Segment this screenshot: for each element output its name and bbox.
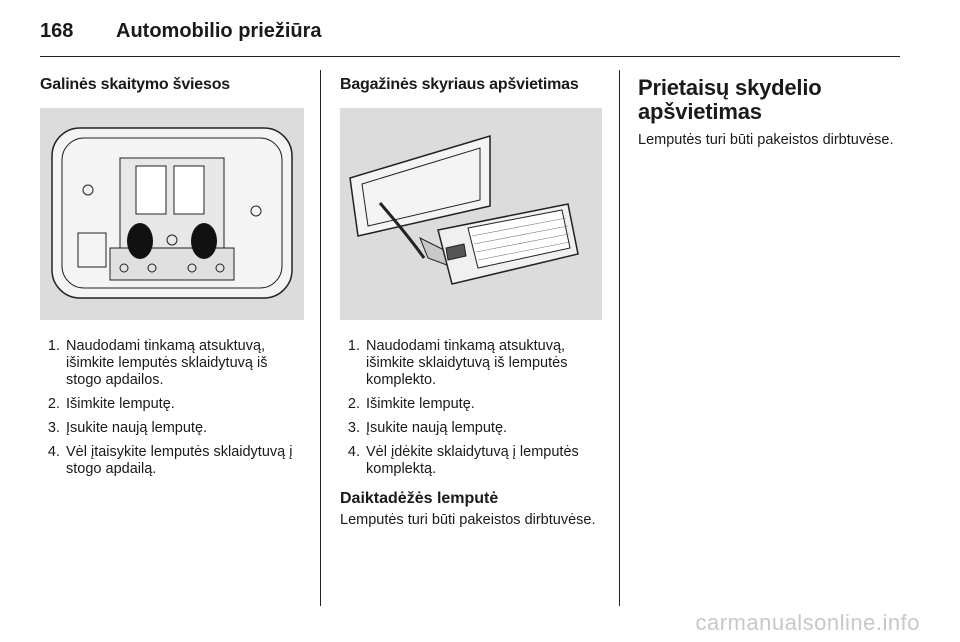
section-heading-glovebox-lamp: Daiktadėžės lemputė xyxy=(340,490,499,507)
instrument-panel-lighting-text: Lemputės turi būti pakeistos dirbtuvėse. xyxy=(638,132,894,148)
chapter-title: Automobilio priežiūra xyxy=(116,20,322,42)
list-item: 3. Įsukite naują lemputę. xyxy=(364,420,602,437)
steps-luggage-compartment-lighting xyxy=(340,338,602,478)
list-item: 2. Išimkite lemputę. xyxy=(64,396,304,413)
page-header xyxy=(40,14,910,54)
page-number: 168 xyxy=(40,20,74,42)
column-rear-reading-lights xyxy=(40,76,304,485)
section-heading-luggage-compartment-lighting: Bagažinės skyriaus apšvietimas xyxy=(340,76,579,93)
column-divider-2 xyxy=(619,70,620,606)
list-item: 4. Vėl įtaisykite lemputės sklaidytuvą į stogo apdailą. xyxy=(64,444,304,478)
list-item: 1. Naudodami tinkamą atsuktuvą, išimkite lemputės sklaidytuvą iš stogo apdailos. xyxy=(64,338,304,389)
section-heading-instrument-panel-lighting: Prietaisų skydelio apšvietimas xyxy=(638,75,822,124)
column-divider-1 xyxy=(320,70,321,606)
rear-reading-light-illustration xyxy=(40,108,304,320)
column-luggage-compartment-lighting xyxy=(340,76,602,529)
glovebox-lamp-text: Lemputės turi būti pakeistos dirbtuvėse. xyxy=(340,512,596,528)
list-item: 4. Vėl įdėkite sklaidytuvą į lemputės komplektą. xyxy=(364,444,602,478)
header-divider xyxy=(40,56,900,57)
list-item: 3. Įsukite naują lemputę. xyxy=(64,420,304,437)
list-item: 2. Išimkite lemputę. xyxy=(364,396,602,413)
luggage-light-illustration xyxy=(340,108,602,320)
column-instrument-panel-lighting xyxy=(638,76,900,149)
watermark: carmanualsonline.info xyxy=(695,610,920,635)
list-item: 1. Naudodami tinkamą atsuktuvą, išimkite sklaidytuvą iš lemputės komplekto. xyxy=(364,338,602,389)
section-heading-rear-reading-lights: Galinės skaitymo šviesos xyxy=(40,76,230,93)
steps-rear-reading-lights xyxy=(40,338,304,478)
